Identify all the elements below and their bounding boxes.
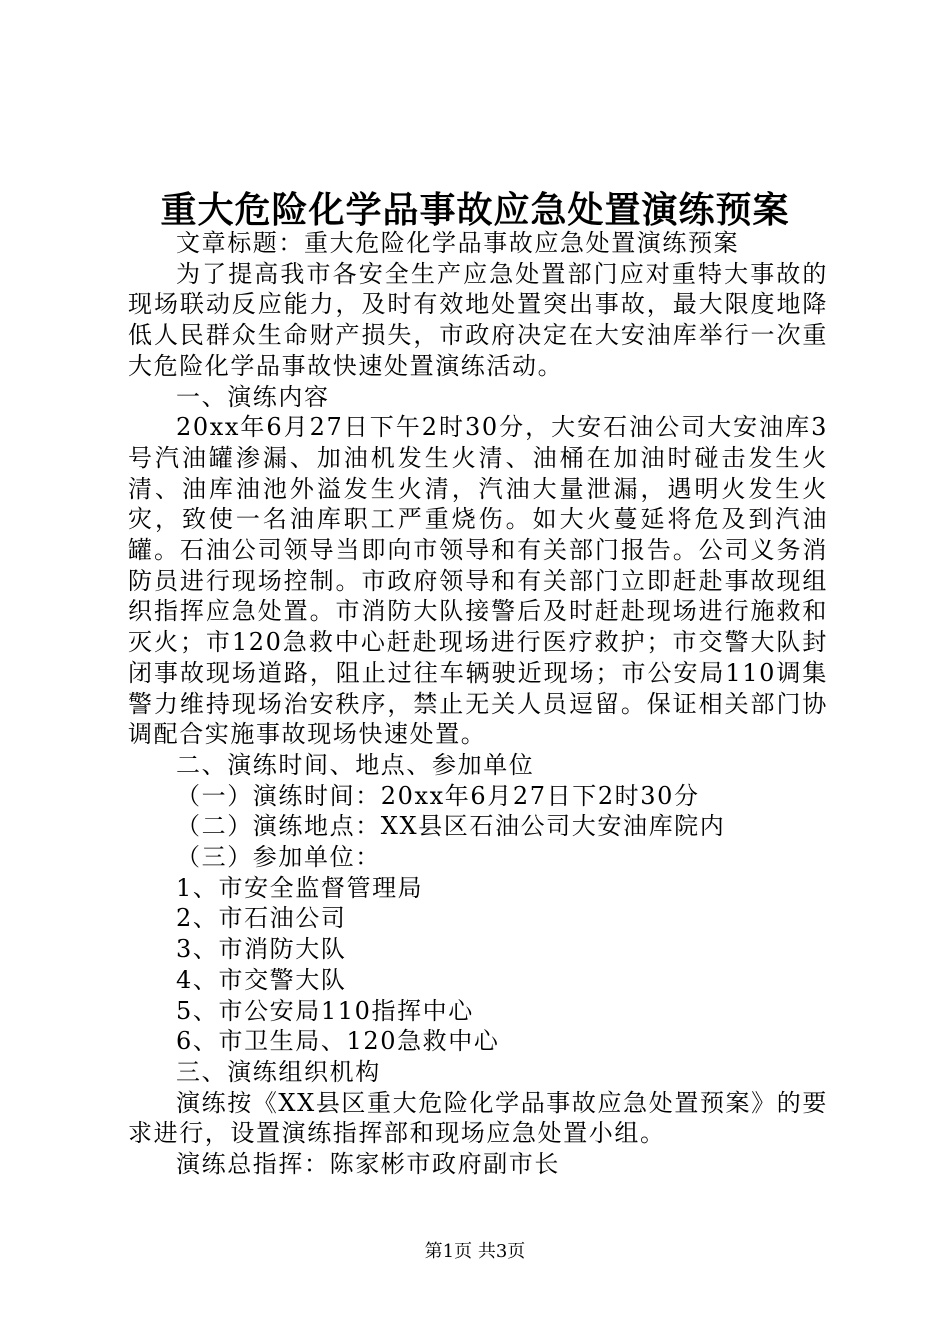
section-heading-3: 三、演练组织机构 [176, 1057, 381, 1086]
participating-units-list [128, 873, 828, 1057]
list-item: 1、市安全监督管理局 [176, 873, 424, 902]
section-heading-2: 二、演练时间、地点、参加单位 [176, 750, 535, 779]
document-body [128, 228, 828, 1180]
commander-line: 演练总指挥：陈家彬市政府副市长 [176, 1150, 560, 1179]
list-item: 5、市公安局110指挥中心 [176, 996, 474, 1025]
drill-content-paragraph: 20xx年6月27日下午2时30分，大安石油公司大安油库3号汽油罐渗漏、加油机发生火清、油桶在加油时碰击发生火清、油库油池外溢发生火清，汽油大量泄漏，遇明火发生火灾，致使一名油库职工严重烧伤。如大火蔓延将危及到汽油罐。石油公司领导当即向市领导和有关部门报告。公司义务消防员进行现场控制。市政府领导和有关部门立即赶赴事故现组织指挥应急处置。市消防大队接警后及时赶赴现场进行施救和灭火；市120急救中心赶赴现场进行医疗救护；市交警大队封闭事故现场道路，阻止过往车辆驶近现场；市公安局110调集警力维持现场治安秩序，禁止无关人员逗留。保证相关部门协调配合实施事故现场快速处置。 [128, 413, 828, 749]
organization-paragraph: 演练按《XX县区重大危险化学品事故应急处置预案》的要求进行，设置演练指挥部和现场应急处置小组。 [128, 1088, 828, 1148]
list-item: 6、市卫生局、120急救中心 [176, 1027, 500, 1056]
list-item: 3、市消防大队 [176, 935, 347, 964]
list-item: 4、市交警大队 [176, 965, 347, 994]
document-title: 重大危险化学品事故应急处置演练预案 [160, 189, 790, 231]
page-footer: 第1页 共3页 [424, 1241, 526, 1262]
list-item: 2、市石油公司 [176, 904, 347, 933]
section-heading-1: 一、演练内容 [176, 382, 330, 411]
drill-time-line: （一）演练时间：20xx年6月27日下2时30分 [176, 781, 700, 810]
intro-paragraph: 为了提高我市各安全生产应急处置部门应对重特大事故的现场联动反应能力，及时有效地处置突出事故，最大限度地降低人民群众生命财产损失，市政府决定在大安油库举行一次重大危险化学品事故快速处置演练活动。 [128, 259, 828, 380]
participating-units-heading: （三）参加单位： [176, 843, 381, 872]
article-title-line: 文章标题：重大危险化学品事故应急处置演练预案 [176, 229, 740, 257]
drill-location-line: （二）演练地点：XX县区石油公司大安油库院内 [176, 812, 726, 841]
